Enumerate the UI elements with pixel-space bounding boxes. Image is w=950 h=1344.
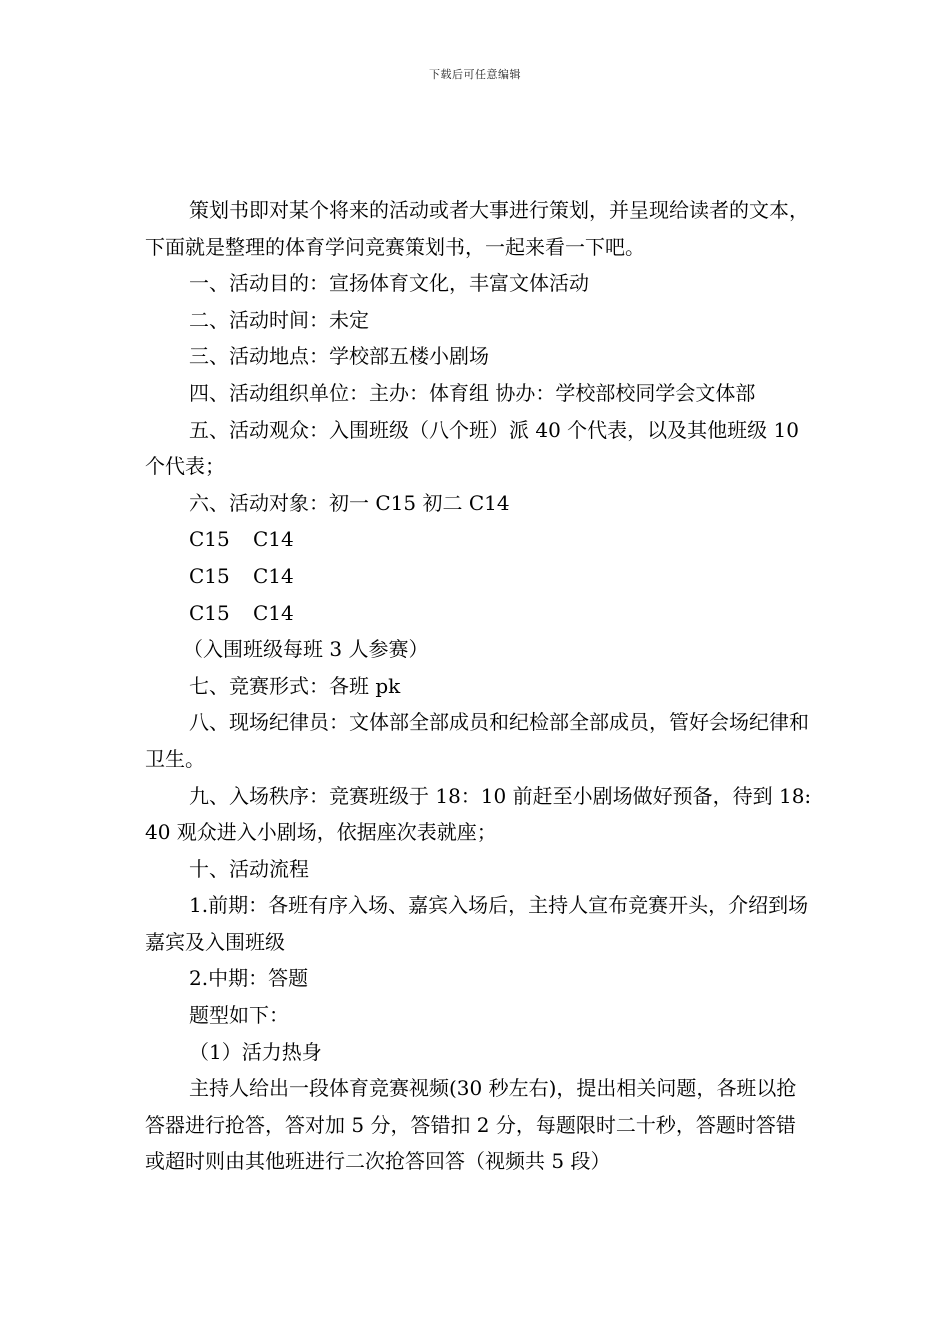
activity-participants: 六、活动对象：初一 C15 初二 C14 — [189, 490, 510, 515]
warmup-description: 主持人给出一段体育竞赛视频(30 秒左右)，提出相关问题，各班以抢答器进行抢答，答对加 5 分，答错扣 2 分，每题限时二十秒，答题时答错或超时则由其他班进行二次抢答回答（视频共 5 段） — [145, 1076, 797, 1174]
class-cell: C14 — [253, 600, 294, 625]
activity-location: 三、活动地点：学校部五楼小剧场 — [189, 344, 489, 369]
process-middle-stage: 2.中期：答题 — [189, 966, 309, 991]
competition-format: 七、竞赛形式：各班 pk — [189, 673, 401, 698]
discipline-staff: 八、现场纪律员：文体部全部成员和纪检部全部成员，管好会场纪律和卫生。 — [145, 710, 809, 771]
class-cell: C15 — [189, 563, 230, 588]
intro-paragraph: 策划书即对某个将来的活动或者大事进行策划，并呈现给读者的文本，下面就是整理的体育学问竞赛策划书，一起来看一下吧。 — [145, 198, 809, 259]
class-cell: C15 — [189, 600, 230, 625]
page-header: 下载后可任意编辑 — [429, 68, 521, 81]
participant-note: （入围班级每班 3 人参赛） — [183, 637, 429, 662]
activity-purpose: 一、活动目的：宣扬体育文化，丰富文体活动 — [189, 271, 589, 296]
class-cell: C14 — [253, 527, 294, 552]
process-early-stage: 1.前期：各班有序入场、嘉宾入场后，主持人宣布竞赛开头，介绍到场嘉宾及入围班级 — [145, 893, 809, 954]
class-row — [145, 558, 815, 595]
class-cell: C15 — [189, 527, 230, 552]
question-types-heading: 题型如下： — [189, 1003, 289, 1028]
warmup-heading: （1）活力热身 — [189, 1039, 322, 1064]
activity-time: 二、活动时间：未定 — [189, 307, 369, 332]
document-body — [145, 192, 815, 1180]
activity-organizer: 四、活动组织单位：主办：体育组 协办：学校部校同学会文体部 — [189, 380, 756, 405]
entry-order: 九、入场秩序：竞赛班级于 18：10 前赶至小剧场做好预备，待到 18:40 观众进入小剧场，依据座次表就座； — [145, 783, 812, 845]
class-cell: C14 — [253, 563, 294, 588]
class-row — [145, 521, 815, 558]
class-row — [145, 595, 815, 632]
activity-audience: 五、活动观众：入围班级（八个班）派 40 个代表，以及其他班级 10 个代表； — [145, 417, 799, 479]
activity-process-heading: 十、活动流程 — [189, 856, 309, 881]
